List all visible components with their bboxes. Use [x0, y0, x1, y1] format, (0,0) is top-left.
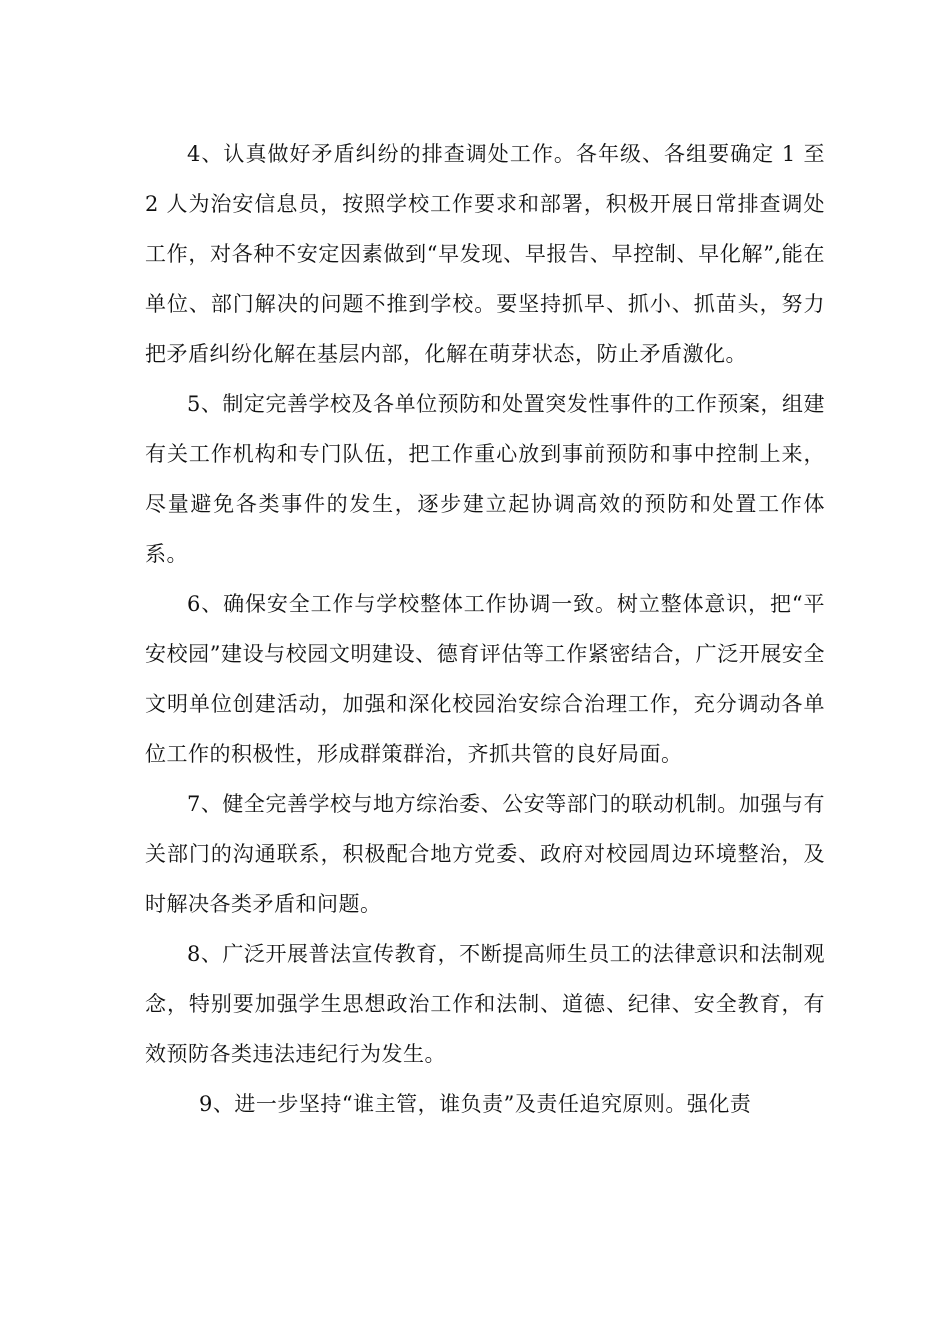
paragraph-item-5: 5、制定完善学校及各单位预防和处置突发性事件的工作预案，组建有关工作机构和专门队伍，把工作重心放到事前预防和事中控制上来，尽量避免各类事件的发生，逐步建立起协调高效的预防和处置工作体系。: [145, 392, 825, 566]
paragraph-item-4: 4、认真做好矛盾纠纷的排查调处工作。各年级、各组要确定 1 至 2 人为治安信息员，按照学校工作要求和部署，积极开展日常排查调处工作，对各种不安定因素做到“早发现、早报告、早控制、早化解”,能在单位、部门解决的问题不推到学校。要坚持抓早、抓小、抓苗头，努力把矛盾纠纷化解在基层内部，化解在萌芽状态，防止矛盾激化。: [145, 142, 825, 366]
paragraph-item-8: 8、广泛开展普法宣传教育，不断提高师生员工的法律意识和法制观念，特别要加强学生思想政治工作和法制、道德、纪律、安全教育，有效预防各类违法违纪行为发生。: [145, 942, 825, 1066]
paragraph-item-9: 9、进一步坚持“谁主管，谁负责”及责任追究原则。强化责: [199, 1092, 752, 1116]
paragraph-item-7: 7、健全完善学校与地方综治委、公安等部门的联动机制。加强与有关部门的沟通联系，积极配合地方党委、政府对校园周边环境整治，及时解决各类矛盾和问题。: [145, 792, 825, 916]
document-body: [145, 129, 825, 1129]
paragraph-item-6: 6、确保安全工作与学校整体工作协调一致。树立整体意识，把“平安校园”建设与校园文明建设、德育评估等工作紧密结合，广泛开展安全文明单位创建活动，加强和深化校园治安综合治理工作，充分调动各单位工作的积极性，形成群策群治，齐抓共管的良好局面。: [145, 592, 825, 766]
